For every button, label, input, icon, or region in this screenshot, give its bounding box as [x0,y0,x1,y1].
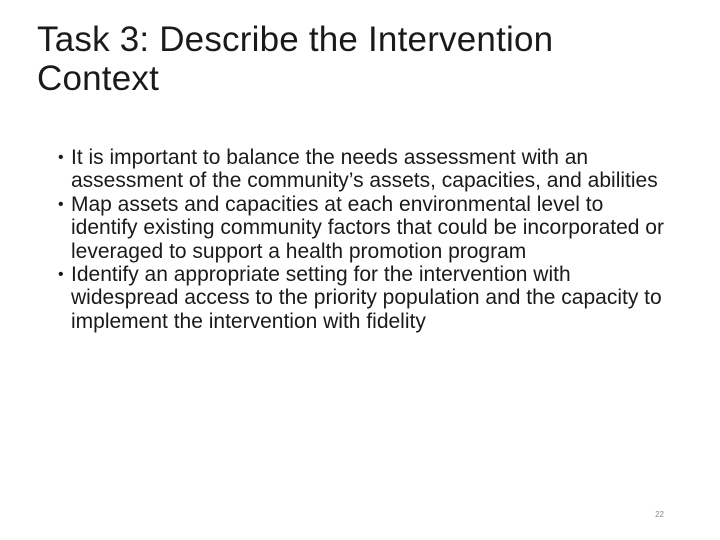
bullet-icon: • [58,149,64,166]
bullet-item [58,146,668,193]
slide-title-line-1: Task 3: Describe the Intervention [37,20,554,59]
bullet-item [58,263,668,333]
bullet-item [58,193,668,263]
bullet-icon: • [58,266,64,284]
slide-title [37,20,677,98]
page-number: 22 [655,510,664,519]
bullet-text: Identify an appropriate setting for the intervention with widespread access to the priority population and the capacity to implement the intervention with fidelity [71,263,662,333]
bullet-text: It is important to balance the needs assessment with an assessment of the community’s assets, capacities, and abilities [71,146,658,193]
bullet-text: Map assets and capacities at each environmental level to identify existing community factors that could be incorporated or leveraged to support a health promotion program [71,192,664,263]
bullet-list [58,146,668,333]
slide-title-line-2: Context [37,59,160,98]
bullet-icon: • [58,195,64,213]
